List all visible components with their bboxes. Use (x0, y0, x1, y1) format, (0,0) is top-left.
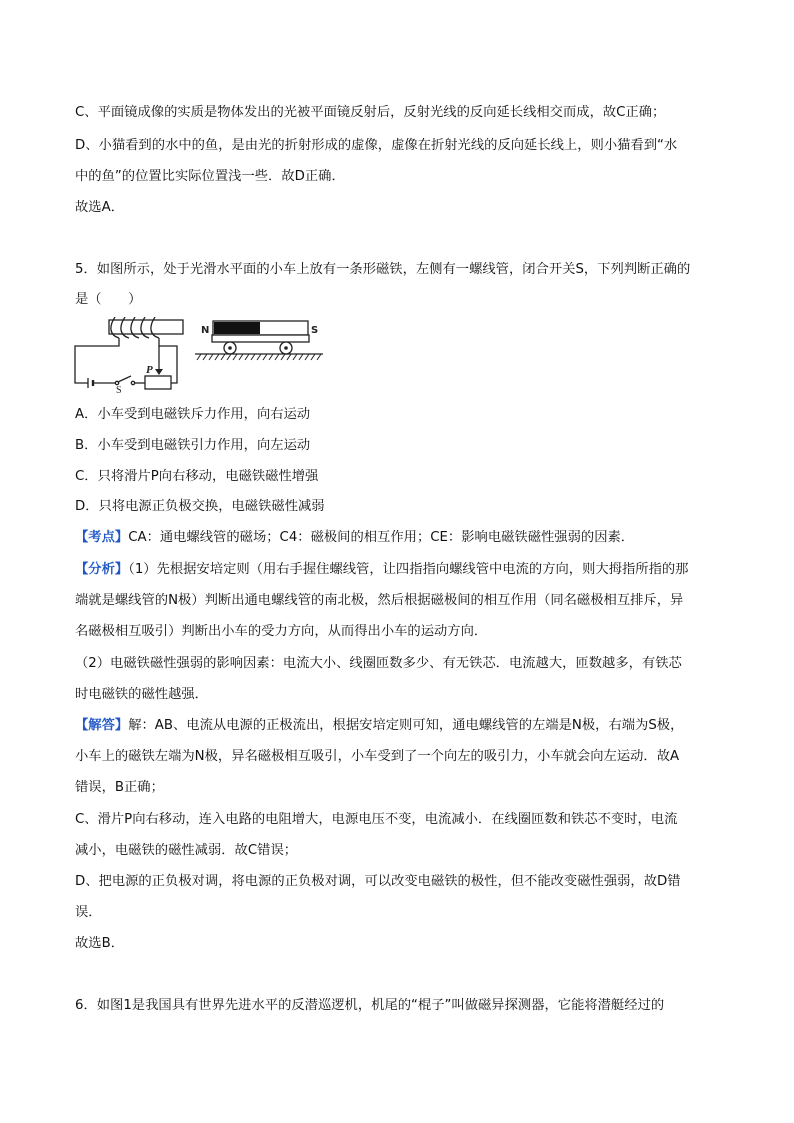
text-line: 端就是螺线管的N极）判断出通电螺线管的南北极，然后根据磁极间的相互作用（同名磁极相互排斥，异 (75, 593, 684, 608)
text-line: 中的鱼”的位置比实际位置浅一些．故D正确． (75, 169, 345, 184)
text-line: 名磁极相互吸引）判断出小车的受力方向，从而得出小车的运动方向． (75, 624, 488, 639)
option-a: A．小车受到电磁铁斥力作用，向右运动 (75, 407, 311, 422)
rheostat-body (145, 376, 171, 389)
fenxi-line (75, 561, 688, 579)
answer-line: 故选A． (75, 200, 124, 215)
jieda-tag: 【解答】 (75, 718, 129, 733)
text-line: D、小猫看到的水中的鱼，是由光的折射形成的虚像，虚像在折射光线的反向延长线上，则小猫看到“水 (75, 138, 678, 153)
jieda-text: 解：AB、电流从电源的正极流出，根据安培定则可知，通电螺线管的左端是N极，右端为S极， (128, 718, 684, 733)
magnet-north-label: N (201, 325, 210, 336)
solenoid-core (109, 320, 183, 334)
slider-arrow (155, 369, 163, 375)
text-line: D、把电源的正负极对调，将电源的正负极对调，可以改变电磁铁的极性，但不能改变磁性强弱，故D错 (75, 874, 681, 889)
text-line: 时电磁铁的磁性越强． (75, 687, 208, 702)
text-line: C、平面镜成像的实质是物体发出的光被平面镜反射后，反射光线的反向延长线相交而成，故C正确； (75, 105, 666, 120)
fenxi-text: （1）先根据安培定则（用右手握住螺线管，让四指指向螺线管中电流的方向，则大拇指所指的那 (128, 562, 689, 577)
switch-blade (118, 376, 131, 382)
text-line: 误． (75, 905, 102, 920)
wheel-hub (228, 346, 232, 350)
jieda-line (75, 717, 683, 735)
ground-hatching (197, 354, 321, 360)
option-c: C．只将滑片P向右移动，电磁铁磁性增强 (75, 469, 319, 484)
cart-body (212, 335, 309, 342)
option-b: B．小车受到电磁铁引力作用，向左运动 (75, 438, 311, 453)
switch-label: S (116, 385, 122, 395)
text-line: （2）电磁铁磁性强弱的影响因素：电流大小、线圈匝数多少、有无铁芯．电流越大，匝数越多，有铁芯 (75, 656, 682, 671)
bar-magnet-north-half (214, 322, 260, 334)
cart-wheel (224, 342, 292, 354)
fenxi-tag: 【分析】 (75, 562, 129, 577)
text-line: 错误，B正确； (75, 780, 164, 795)
wheel-hub (284, 346, 288, 350)
question-6-stem: 6．如图1是我国具有世界先进水平的反潜巡逻机，机尾的“棍子”叫做磁异探测器，它能将潜艇经过的 (75, 998, 665, 1013)
slider-label: P (146, 364, 153, 376)
question-5-stem: 5．如图所示，处于光滑水平面的小车上放有一条形磁铁，左侧有一螺线管，闭合开关S，下列判断正确的 (75, 262, 691, 277)
switch-contact (131, 381, 134, 384)
solenoid-cart-figure (73, 317, 325, 395)
text-line: 小车上的磁铁左端为N极，异名磁极相互吸引，小车受到了一个向左的吸引力，小车就会向左运动．故A (75, 749, 680, 764)
kaodian-line (75, 529, 634, 547)
kaodian-text: CA：通电螺线管的磁场；C4：磁极间的相互作用；CE：影响电磁铁磁性强弱的因素． (128, 530, 635, 545)
magnet-south-label: S (311, 325, 319, 336)
text-line: C、滑片P向右移动，连入电路的电阻增大，电源电压不变，电流减小．在线圈匝数和铁芯不变时，电流 (75, 812, 678, 827)
circuit-wire-left (75, 338, 119, 383)
answer-line: 故选B． (75, 936, 125, 951)
text-line: 减小，电磁铁的磁性减弱．故C错误； (75, 843, 298, 858)
kaodian-tag: 【考点】 (75, 530, 129, 545)
option-d: D．只将电源正负极交换，电磁铁磁性减弱 (75, 499, 325, 514)
question-5-stem: 是（ ） (75, 292, 142, 307)
